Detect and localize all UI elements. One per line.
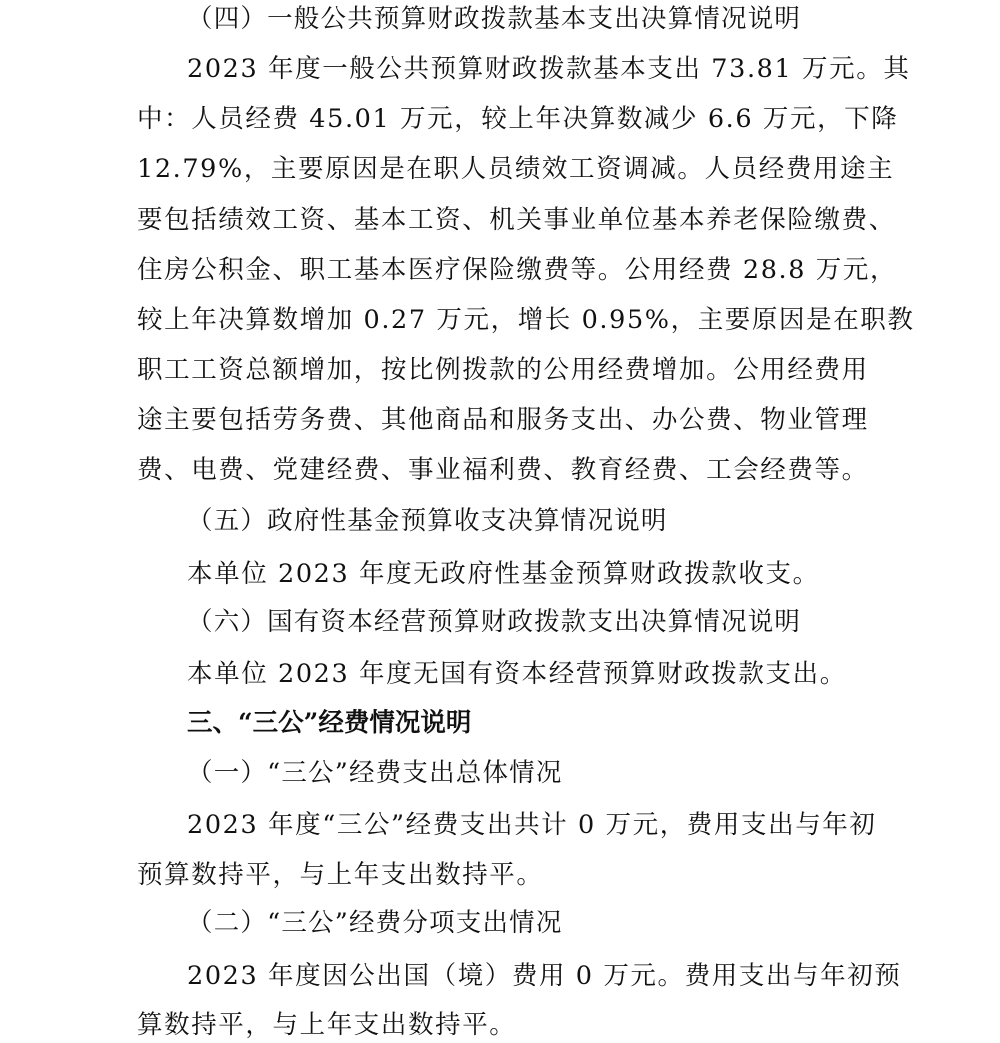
paragraph-line: 2023 年度一般公共预算财政拨款基本支出 73.81 万元。其 [187,54,911,84]
paragraph-line: 要包括绩效工资、基本工资、机关事业单位基本养老保险缴费、 [137,205,896,235]
paragraph-line: 住房公积金、职工基本医疗保险缴费等。公用经费 28.8 万元， [137,255,898,285]
section-subheading-3-1: （一）“三公”经费支出总体情况 [187,758,563,788]
paragraph-line: 2023 年度因公出国（境）费用 0 万元。费用支出与年初预 [187,961,902,991]
paragraph-line: 较上年决算数增加 0.27 万元，增长 0.95%，主要原因是在职教 [137,305,915,335]
paragraph-line: 预算数持平，与上年支出数持平。 [137,860,544,890]
paragraph-line: 算数持平，与上年支出数持平。 [137,1010,517,1040]
section-heading-3: 三、“三公”经费情况说明 [187,708,472,738]
section-subheading-5: （五）政府性基金预算收支决算情况说明 [187,506,668,536]
paragraph-line: 费、电费、党建经费、事业福利费、教育经费、工会经费等。 [137,455,869,485]
paragraph-line: 途主要包括劳务费、其他商品和服务支出、办公费、物业管理 [137,405,869,435]
section-subheading-6: （六）国有资本经营预算财政拨款支出决算情况说明 [187,607,802,637]
paragraph-line: 本单位 2023 年度无国有资本经营预算财政拨款支出。 [187,659,847,689]
paragraph-line: 12.79%，主要原因是在职人员绩效工资调减。人员经费用途主 [137,154,895,184]
paragraph-line: 本单位 2023 年度无政府性基金预算财政拨款收支。 [187,559,820,589]
section-subheading-4: （四）一般公共预算财政拨款基本支出决算情况说明 [187,4,802,34]
paragraph-line: 2023 年度“三公”经费支出共计 0 万元，费用支出与年初 [187,810,877,840]
section-subheading-3-2: （二）“三公”经费分项支出情况 [187,908,563,938]
paragraph-line: 职工工资总额增加，按比例拨款的公用经费增加。公用经费用 [137,355,869,385]
paragraph-line: 中：人员经费 45.01 万元，较上年决算数减少 6.6 万元，下降 [137,104,899,134]
